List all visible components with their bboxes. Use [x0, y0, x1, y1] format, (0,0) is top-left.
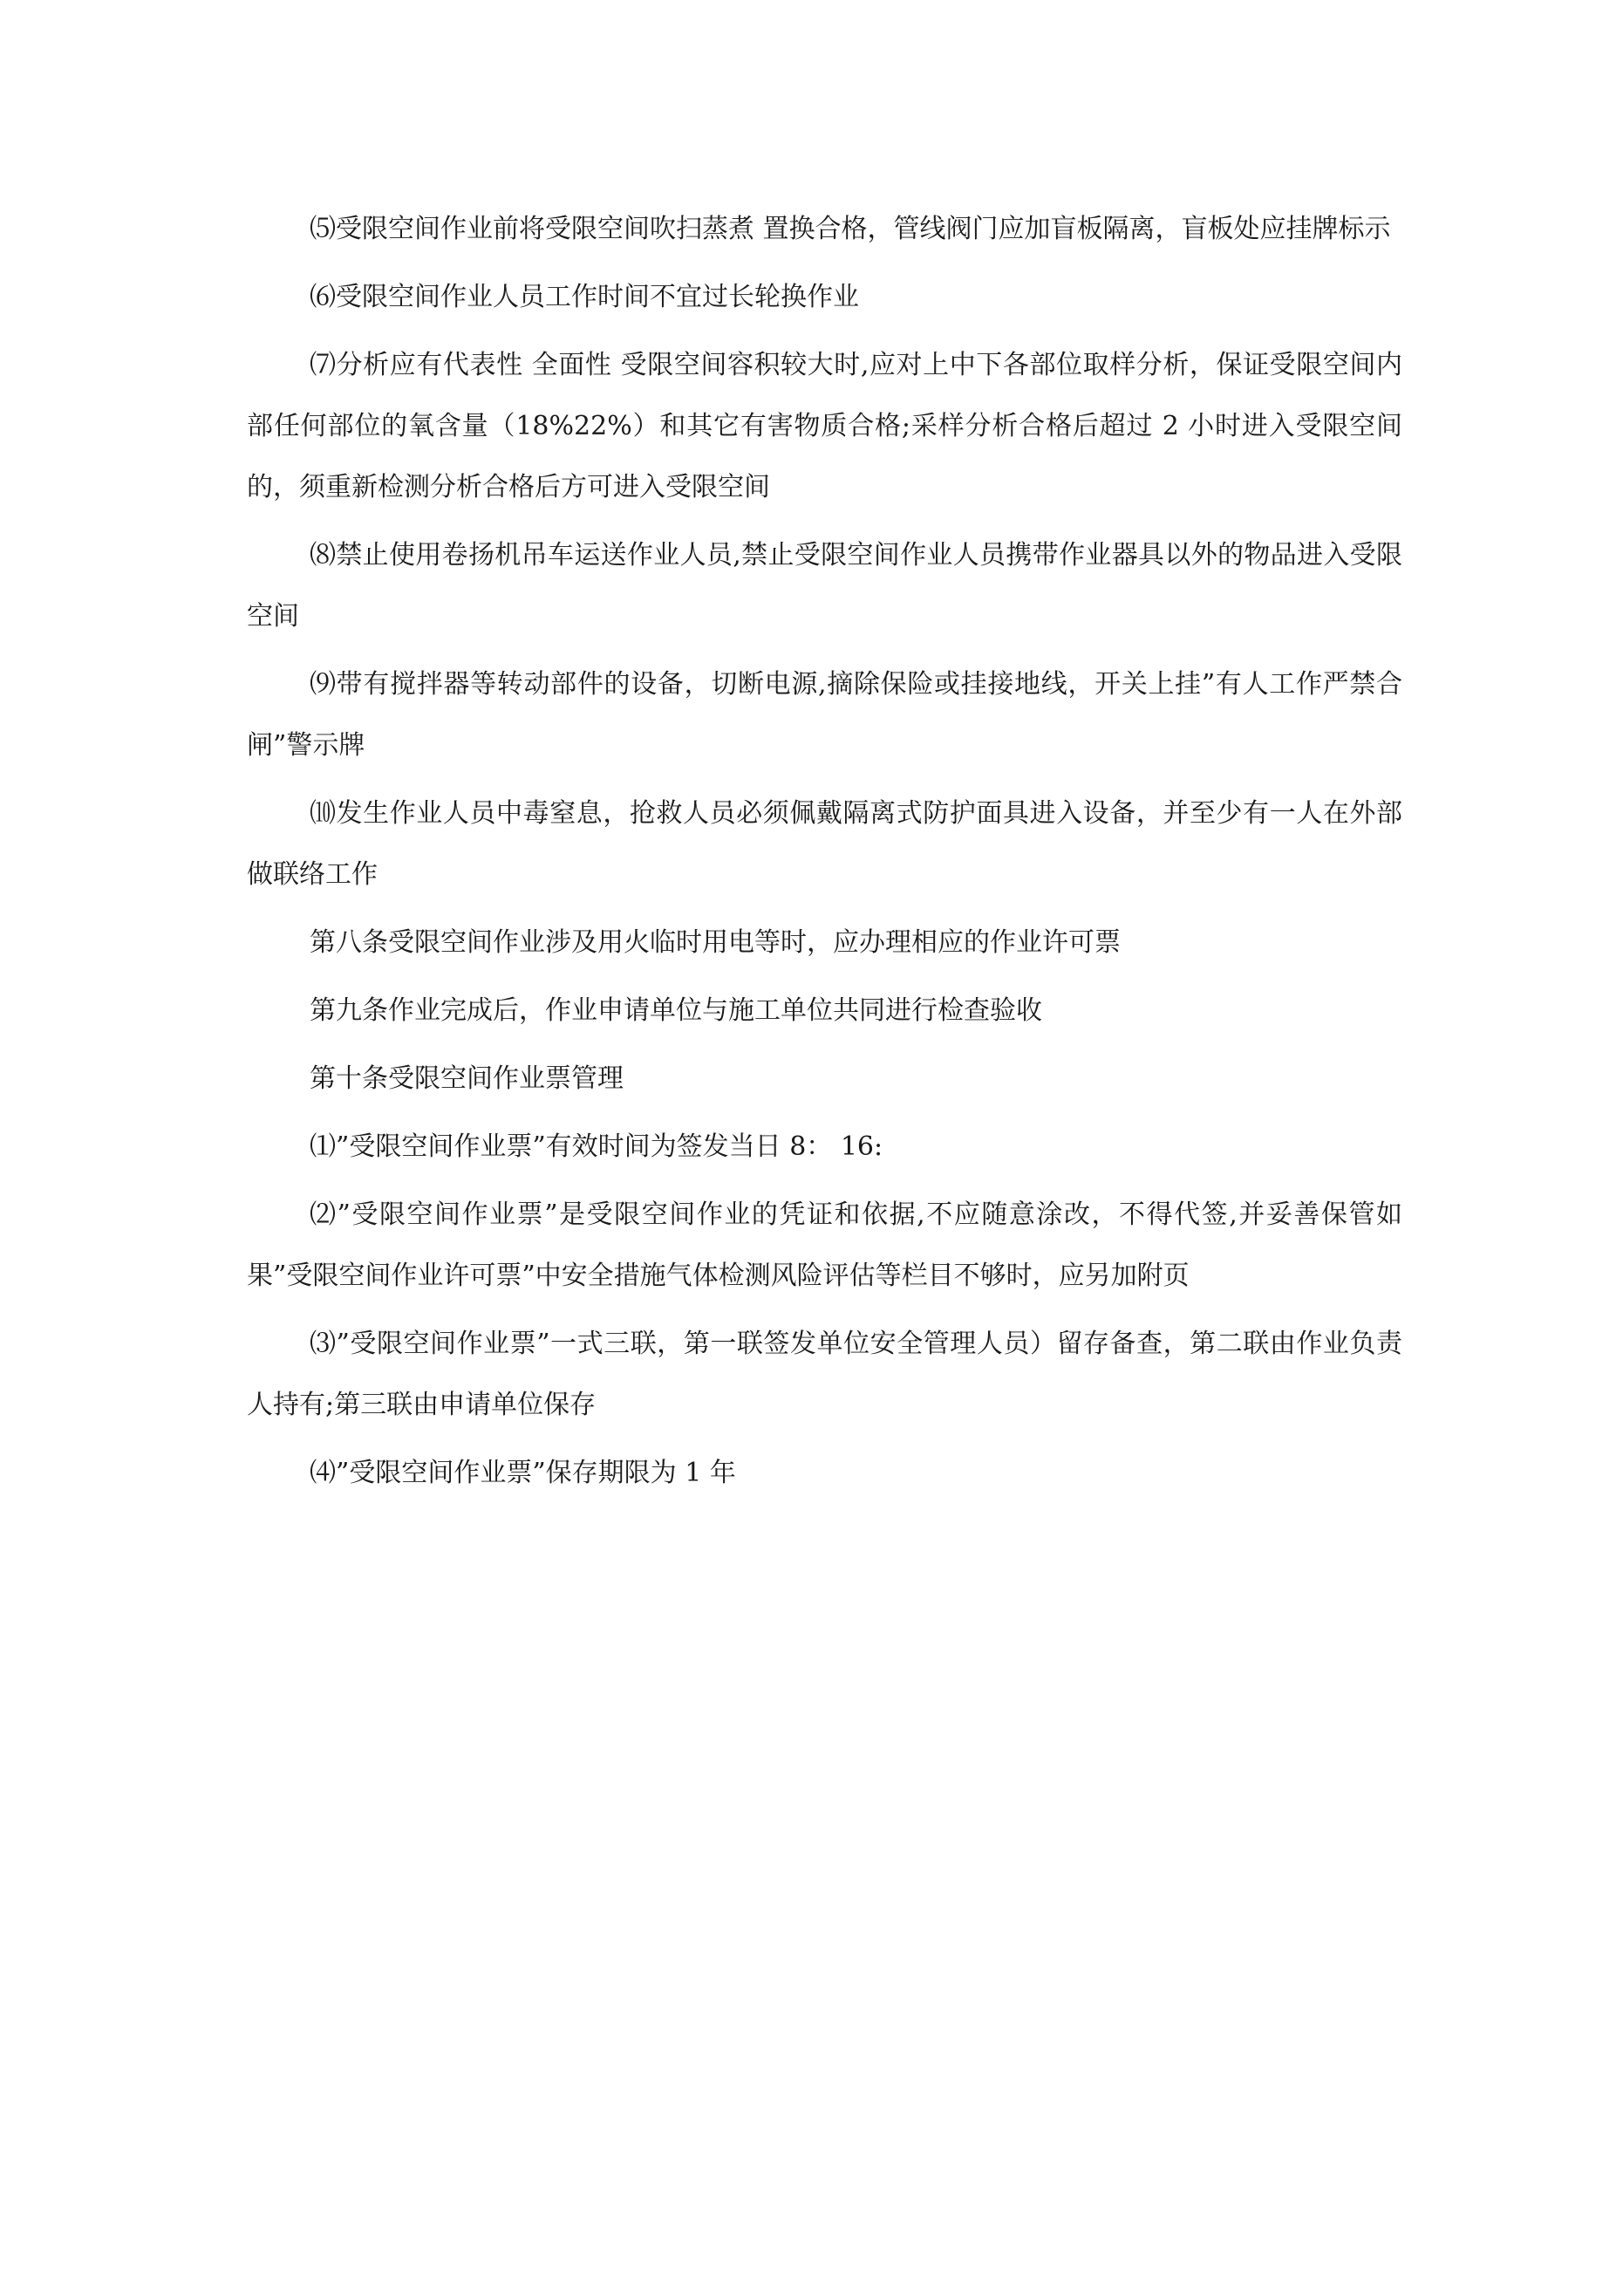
paragraph-item-6: ⑹受限空间作业人员工作时间不宜过长轮换作业: [310, 282, 859, 312]
permit-rule-4: ⑷”受限空间作业票”保存期限为 1 年: [310, 1458, 736, 1488]
article-9: 第九条作业完成后，作业申请单位与施工单位共同进行检查验收: [310, 995, 1042, 1026]
permit-rule-1: ⑴”受限空间作业票”有效时间为签发当日 8： 16:: [310, 1131, 883, 1162]
paragraph-item-7: ⑺分析应有代表性 全面性 受限空间容积较大时,应对上中下各部位取样分析，保证受限空间内部任何部位的氧含量（18%22%）和其它有害物质合格;采样分析合格后超过 2 小时进入受限空间的，须重新检测分析合格后方可进入受限空间: [247, 350, 1402, 502]
article-10-heading: 第十条受限空间作业票管理: [310, 1063, 624, 1094]
paragraph-item-5: ⑸受限空间作业前将受限空间吹扫蒸煮 置换合格，管线阀门应加盲板隔离，盲板处应挂牌标示: [310, 214, 1391, 244]
paragraph-item-9: ⑼带有搅拌器等转动部件的设备，切断电源,摘除保险或挂接地线，开关上挂”有人工作严禁合闸”警示牌: [247, 669, 1402, 761]
paragraph-item-8: ⑻禁止使用卷扬机吊车运送作业人员,禁止受限空间作业人员携带作业器具以外的物品进入受限空间: [247, 540, 1402, 632]
permit-rule-3: ⑶”受限空间作业票”一式三联，第一联签发单位安全管理人员）留存备查，第二联由作业负责人持有;第三联由申请单位保存: [247, 1329, 1402, 1420]
article-8: 第八条受限空间作业涉及用火临时用电等时，应办理相应的作业许可票: [310, 927, 1121, 958]
paragraph-item-10: ⑽发生作业人员中毒窒息，抢救人员必须佩戴隔离式防护面具进入设备，并至少有一人在外部做联络工作: [247, 798, 1402, 890]
permit-rule-2: ⑵”受限空间作业票”是受限空间作业的凭证和依据,不应随意涂改，不得代签,并妥善保管如果”受限空间作业许可票”中安全措施气体检测风险评估等栏目不够时，应另加附页: [247, 1199, 1402, 1291]
document-body: [247, 199, 1402, 1511]
